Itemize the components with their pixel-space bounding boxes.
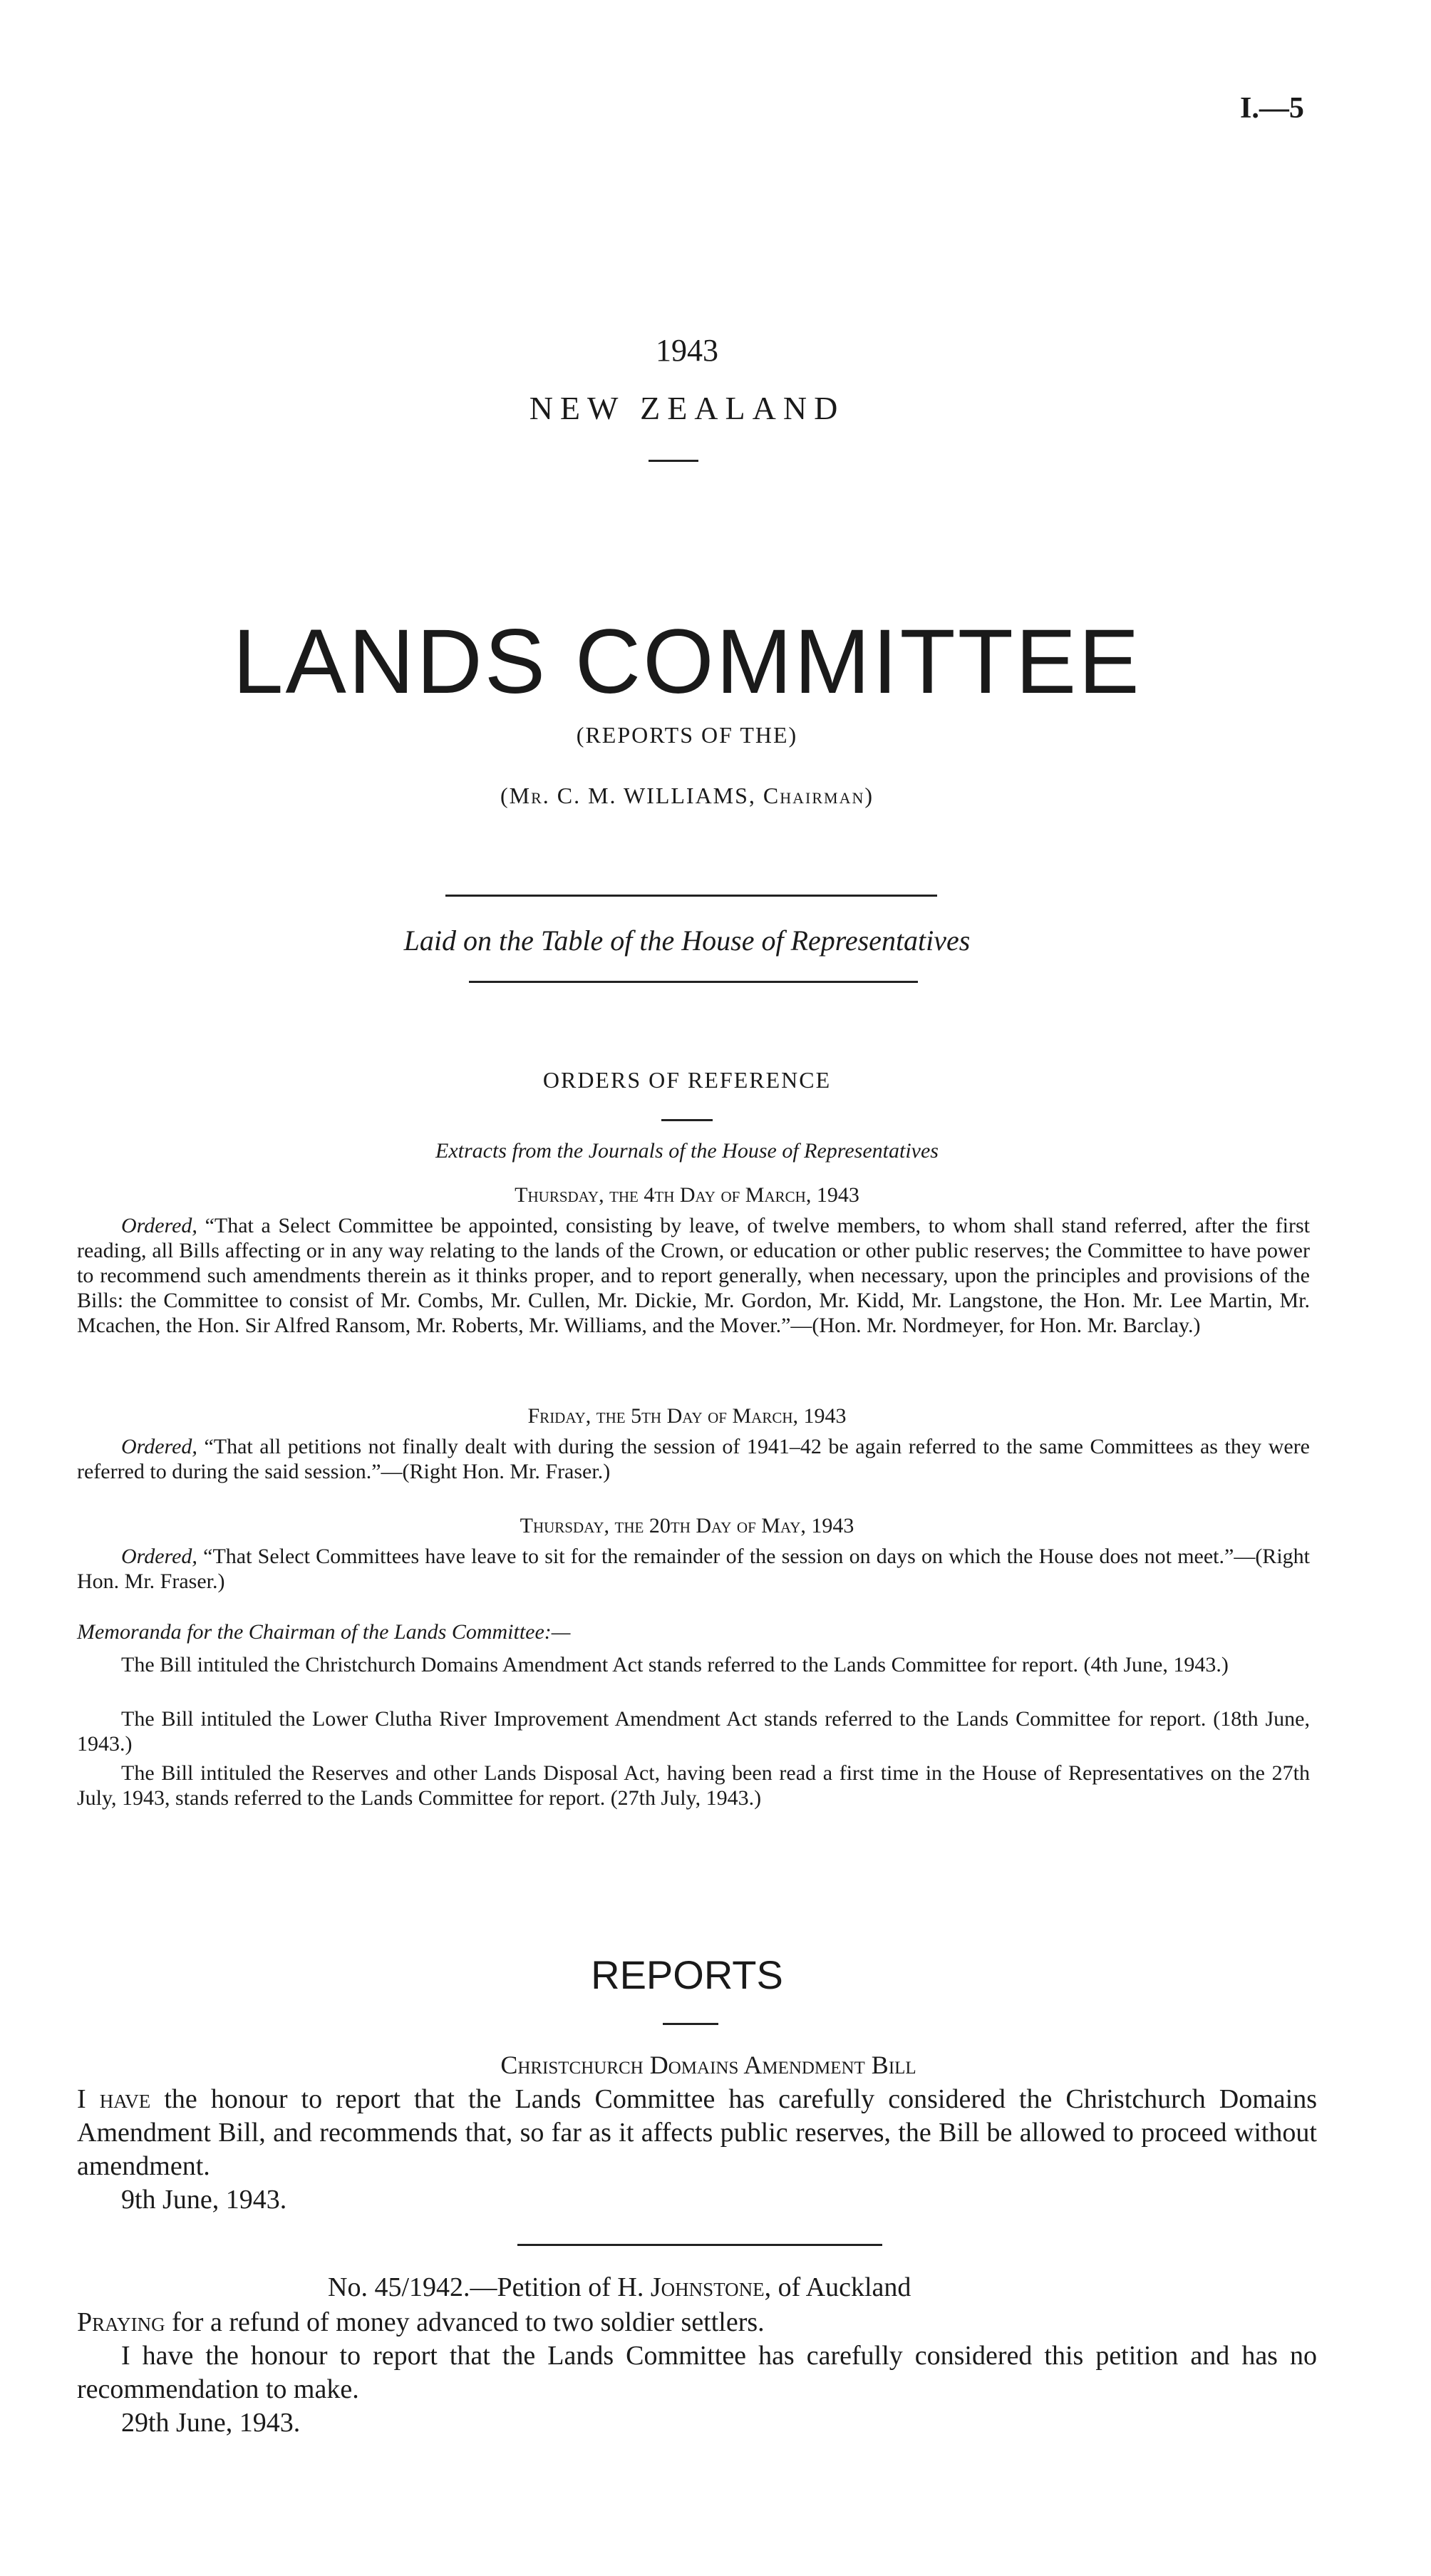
divider — [649, 460, 698, 462]
order-3 — [77, 1544, 1310, 1594]
report-2-title-prefix: No. 45/1942.—Petition of H. — [328, 2272, 651, 2302]
divider — [517, 2244, 882, 2246]
memorandum-3: The Bill intituled the Reserves and other Lands Disposal Act, having been read a first time in the House of Representatives on the 27th July, 1943, stands referred to the Lands Committee for report. (27th July, 1943.) — [77, 1761, 1310, 1810]
order-lead: Ordered, — [121, 1545, 197, 1568]
order-text: “That a Select Committee be appointed, consisting by leave, of twelve members, to whom shall stand referred, after the first reading, all Bills affecting or in any way relating to the lands of the Crown, or education or other public reserves; the Committee to have power to recommend such amendments therein as it thinks proper, and to report generally, when necessary, upon the principles and provisions of the Bills: the Committee to consist of Mr. Combs, Mr. Cullen, Mr. Dickie, Mr. Gordon, Mr. Kidd, Mr. Langstone, the Hon. Mr. Lee Martin, Mr. Mcachen, the Hon. Sir Alfred Ransom, Mr. Roberts, Mr. Williams, and the Mover.”—(Hon. Mr. Nordmeyer, for Hon. Mr. Barclay.) — [77, 1214, 1310, 1337]
orders-heading: ORDERS OF REFERENCE — [542, 1067, 832, 1093]
order-lead: Ordered, — [121, 1435, 197, 1458]
report-2-body: I have the honour to report that the Lands Committee has carefully considered this petition and has no recommendation to make. — [77, 2341, 1317, 2404]
reports-heading: REPORTS — [591, 1952, 783, 1997]
report-1-date: 9th June, 1943. — [121, 2185, 287, 2215]
memorandum-2: The Bill intituled the Lower Clutha River Improvement Amendment Act stands referred to the Lands Committee for report. (18th June, 1943.) — [77, 1707, 1310, 1756]
year: 1943 — [656, 333, 718, 368]
order-date-2: Friday, the 5th Day of March, 1943 — [527, 1404, 847, 1428]
memorandum-1: The Bill intituled the Christchurch Domains Amendment Act stands referred to the Lands Committee for report. (4th June, 1943.) — [121, 1653, 1229, 1676]
divider — [661, 1119, 713, 1121]
petitioner-name: Johnstone — [650, 2272, 765, 2302]
divider — [445, 895, 937, 897]
order-lead: Ordered, — [121, 1214, 197, 1237]
order-text: “That Select Committees have leave to sit for the remainder of the session on days on which the House does not meet.”—(Right Hon. Mr. Fraser.) — [77, 1545, 1310, 1593]
country: NEW ZEALAND — [529, 390, 845, 426]
divider — [663, 2023, 718, 2025]
report-1-title: Christchurch Domains Amendment Bill — [500, 2051, 916, 2079]
report-lead: I have — [77, 2084, 151, 2114]
praying-text: for a refund of money advanced to two soldier settlers. — [165, 2307, 765, 2337]
chairman-line: (Mr. C. M. WILLIAMS, Chairman) — [500, 783, 874, 808]
report-2-praying — [77, 2306, 1317, 2339]
praying-lead: Praying — [77, 2307, 165, 2337]
order-2 — [77, 1434, 1310, 1484]
order-1 — [77, 1213, 1310, 1338]
page-reference: I.—5 — [1240, 92, 1304, 125]
report-2-date: 29th June, 1943. — [121, 2408, 301, 2438]
document-subtitle: (REPORTS OF THE) — [576, 722, 798, 748]
extracts-line: Extracts from the Journals of the House of Representatives — [435, 1139, 939, 1163]
divider — [469, 981, 918, 983]
order-date-3: Thursday, the 20th Day of May, 1943 — [520, 1514, 854, 1537]
report-1-body — [77, 2083, 1317, 2183]
report-text: the honour to report that the Lands Committee has carefully considered the Christchurch Domains Amendment Bill, and recommends that, so far as it affects public reserves, the Bill be allowed to proceed without amendment. — [77, 2084, 1317, 2181]
report-2-title-suffix: , of Auckland — [764, 2272, 911, 2302]
order-date-1: Thursday, the 4th Day of March, 1943 — [515, 1183, 859, 1207]
order-text: “That all petitions not finally dealt with during the session of 1941–42 be again referred to the same Committees as they were referred to during the said session.”—(Right Hon. Mr. Fraser.) — [77, 1435, 1310, 1483]
laid-on-table: Laid on the Table of the House of Representatives — [403, 924, 971, 957]
document-title: LANDS COMMITTEE — [232, 611, 1142, 713]
report-2-title — [328, 2272, 911, 2303]
memoranda-heading: Memoranda for the Chairman of the Lands Committee:— — [77, 1620, 571, 1644]
